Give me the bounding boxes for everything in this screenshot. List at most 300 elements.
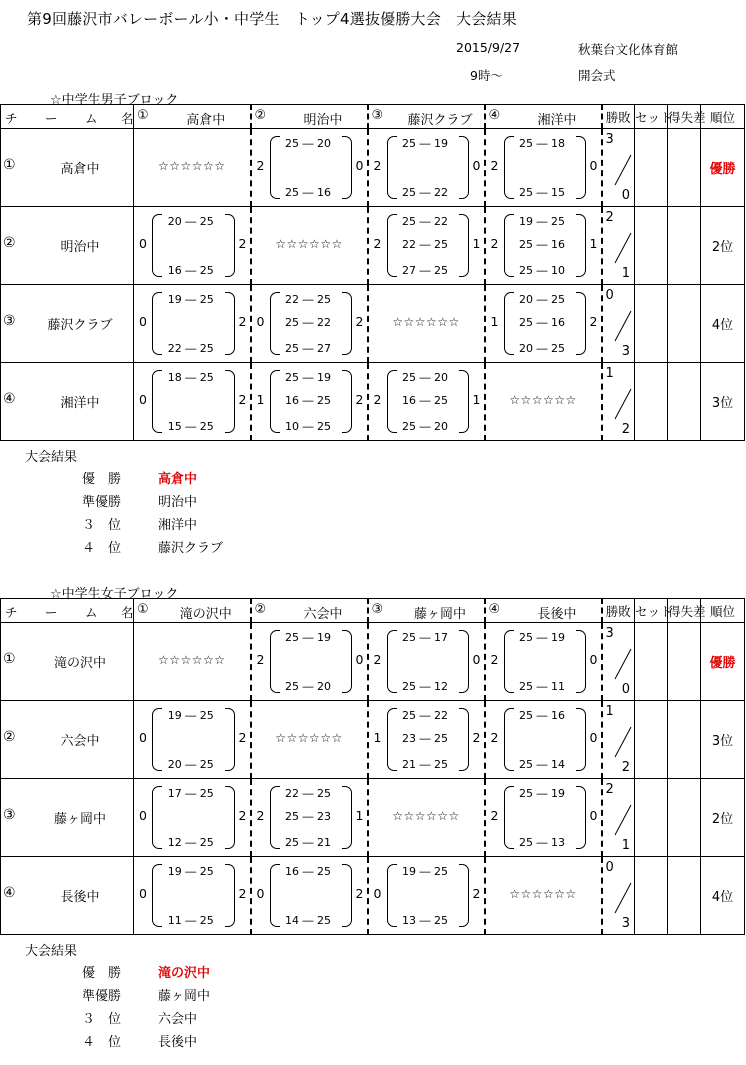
header-opponent-3 (368, 105, 485, 129)
header-opponent-name: 藤ヶ岡中 (413, 607, 466, 622)
self-match-cell (485, 857, 602, 935)
header-diff: 得失差 (668, 599, 701, 623)
header-opponent-name: 長後中 (537, 607, 577, 622)
place-label: 準優勝 (82, 495, 122, 510)
header-team-name (1, 599, 134, 623)
header-team-char: ー (45, 605, 58, 620)
header-opponent-name: 藤沢クラブ (407, 113, 473, 128)
sets-lost: 0 (589, 808, 598, 823)
sets-lost: 2 (355, 886, 364, 901)
table-row (1, 701, 745, 779)
header-opponent-1 (134, 105, 251, 129)
right-bracket (342, 370, 352, 433)
team-name: 湘洋中 (60, 396, 100, 411)
diff-cell (668, 779, 701, 857)
match-cell (134, 207, 251, 285)
sets-won: 2 (256, 652, 265, 667)
self-match-stars: ☆☆☆☆☆☆ (392, 315, 460, 329)
match-cell (251, 623, 368, 701)
self-match-stars: ☆☆☆☆☆☆ (509, 393, 577, 407)
wins-count: 0 (605, 860, 614, 875)
right-bracket (576, 136, 586, 199)
right-bracket (576, 630, 586, 693)
diff-cell (668, 857, 701, 935)
match-cell (485, 285, 602, 363)
losses-count: 1 (621, 838, 630, 853)
sets-won: 0 (256, 314, 265, 329)
set-cell (635, 857, 668, 935)
header-winloss: 勝敗 (602, 599, 635, 623)
place-label: ４ 位 (82, 541, 122, 556)
header-team-char: ム (85, 111, 98, 126)
winloss-cell (602, 779, 635, 857)
team-number: ② (3, 729, 16, 745)
rank-value: 優勝 (709, 162, 736, 177)
set-cell (635, 701, 668, 779)
sets-lost: 1 (355, 808, 364, 823)
sets-won: 1 (256, 392, 265, 407)
match-cell (485, 129, 602, 207)
sets-won: 0 (373, 886, 382, 901)
place-team: 滝の沢中 (158, 966, 211, 981)
match-cell (251, 285, 368, 363)
slash-divider (611, 799, 635, 839)
girls-block-label: ☆中学生女子ブロック (50, 587, 179, 602)
match-cell (485, 623, 602, 701)
right-bracket (342, 136, 352, 199)
event-venue: 秋葉台文化体育館 (578, 42, 679, 57)
rank-value: 優勝 (709, 656, 736, 671)
sets-lost: 2 (355, 314, 364, 329)
table-row (1, 285, 745, 363)
losses-count: 2 (621, 760, 630, 775)
girls-results-heading: 大会結果 (25, 944, 78, 959)
sets-won: 0 (139, 808, 147, 823)
set-score-1: 19 ― 25 (402, 865, 448, 878)
place-team: 明治中 (158, 495, 198, 510)
right-bracket (459, 136, 469, 199)
set-score-2: 22 ― 25 (402, 238, 448, 251)
right-bracket (225, 370, 235, 433)
right-bracket (459, 708, 469, 771)
set-score-3: 12 ― 25 (167, 836, 214, 849)
set-score-1: 20 ― 25 (519, 293, 565, 306)
table-row (1, 129, 745, 207)
match-cell (368, 623, 485, 701)
header-opponent-number: ① (137, 602, 149, 617)
header-opponent-3 (368, 599, 485, 623)
sets-lost: 2 (355, 392, 364, 407)
self-match-cell (368, 285, 485, 363)
match-cell (134, 779, 251, 857)
rank-cell (701, 129, 745, 207)
set-score-1: 25 ― 19 (402, 137, 448, 150)
set-score-1: 25 ― 22 (402, 709, 448, 722)
team-name: 明治中 (60, 240, 100, 255)
match-cell (368, 857, 485, 935)
sets-won: 2 (256, 158, 265, 173)
event-date: 2015/9/27 (456, 40, 521, 55)
slash-divider (611, 227, 635, 267)
rank-value: 2位 (711, 240, 734, 255)
right-bracket (459, 630, 469, 693)
match-cell (134, 857, 251, 935)
header-team-char: ー (45, 111, 58, 126)
self-match-cell (134, 129, 251, 207)
set-score-3: 15 ― 25 (167, 420, 214, 433)
self-match-stars: ☆☆☆☆☆☆ (275, 237, 343, 251)
sets-lost: 0 (589, 730, 598, 745)
sets-won: 2 (256, 808, 265, 823)
boys-results-heading: 大会結果 (25, 450, 78, 465)
slash-divider (611, 643, 635, 683)
sets-won: 0 (139, 314, 147, 329)
set-score-3: 25 ― 15 (519, 186, 565, 199)
header-team-char: チ (5, 111, 18, 126)
winloss-cell (602, 363, 635, 441)
self-match-stars: ☆☆☆☆☆☆ (392, 809, 460, 823)
winloss-cell (602, 207, 635, 285)
team-number: ① (3, 651, 16, 667)
self-match-stars: ☆☆☆☆☆☆ (157, 653, 226, 667)
place-team: 湘洋中 (158, 518, 198, 533)
set-score-1: 19 ― 25 (167, 865, 214, 878)
sets-won: 2 (373, 392, 382, 407)
sets-lost: 0 (472, 158, 481, 173)
sets-lost: 2 (238, 808, 247, 823)
team-name: 藤沢クラブ (47, 318, 113, 333)
match-cell (251, 129, 368, 207)
right-bracket (342, 786, 352, 849)
set-score-3: 20 ― 25 (167, 758, 214, 771)
header-winloss: 勝敗 (602, 105, 635, 129)
rank-cell (701, 285, 745, 363)
self-match-cell (251, 207, 368, 285)
self-match-cell (368, 779, 485, 857)
diff-cell (668, 207, 701, 285)
diff-cell (668, 129, 701, 207)
set-score-2: 25 ― 23 (285, 810, 331, 823)
sets-won: 2 (373, 652, 382, 667)
header-opponent-4 (485, 105, 602, 129)
place-label: 優 勝 (82, 966, 122, 981)
team-number: ② (3, 235, 16, 251)
set-score-1: 19 ― 25 (167, 709, 214, 722)
set-score-3: 22 ― 25 (167, 342, 214, 355)
set-score-1: 17 ― 25 (167, 787, 214, 800)
opening-ceremony: 開会式 (578, 68, 616, 83)
sets-lost: 2 (589, 314, 598, 329)
place-team: 高倉中 (158, 472, 198, 487)
header-opponent-number: ③ (371, 602, 384, 617)
match-cell (368, 207, 485, 285)
set-score-1: 25 ― 19 (285, 371, 331, 384)
rank-value: 2位 (711, 812, 734, 827)
sets-won: 2 (490, 730, 499, 745)
set-score-3: 20 ― 25 (519, 342, 565, 355)
header-team-name (1, 105, 134, 129)
set-score-1: 25 ― 18 (519, 137, 565, 150)
set-score-1: 25 ― 19 (519, 631, 565, 644)
team-name: 長後中 (60, 890, 100, 905)
losses-count: 0 (621, 188, 630, 203)
self-match-stars: ☆☆☆☆☆☆ (275, 731, 343, 745)
place-team: 藤沢クラブ (158, 541, 224, 556)
wins-count: 0 (605, 288, 614, 303)
set-score-3: 27 ― 25 (402, 264, 448, 277)
self-match-cell (134, 623, 251, 701)
match-cell (251, 363, 368, 441)
set-score-3: 25 ― 22 (402, 186, 448, 199)
rank-cell (701, 701, 745, 779)
table-row (1, 363, 745, 441)
header-opponent-number: ② (254, 108, 267, 123)
set-score-3: 16 ― 25 (167, 264, 214, 277)
team-number: ④ (3, 391, 16, 407)
losses-count: 3 (621, 916, 630, 931)
sets-lost: 2 (472, 886, 481, 901)
wins-count: 3 (605, 626, 614, 641)
place-label: 優 勝 (82, 472, 122, 487)
place-label: ３ 位 (82, 1012, 122, 1027)
sets-lost: 0 (589, 652, 598, 667)
set-cell (635, 207, 668, 285)
place-team: 長後中 (158, 1035, 198, 1050)
wins-count: 2 (605, 782, 614, 797)
set-score-1: 19 ― 25 (167, 293, 214, 306)
set-score-1: 25 ― 16 (519, 709, 565, 722)
set-score-3: 25 ― 21 (285, 836, 331, 849)
winloss-cell (602, 129, 635, 207)
slash-divider (611, 877, 635, 917)
winloss-cell (602, 701, 635, 779)
team-cell (1, 779, 134, 857)
right-bracket (576, 786, 586, 849)
right-bracket (342, 630, 352, 693)
match-cell (251, 779, 368, 857)
team-number: ③ (3, 807, 16, 823)
self-match-cell (485, 363, 602, 441)
team-number: ④ (3, 885, 16, 901)
header-set: セット (635, 599, 668, 623)
set-score-2: 16 ― 25 (402, 394, 448, 407)
match-cell (368, 363, 485, 441)
rank-cell (701, 207, 745, 285)
sets-lost: 1 (589, 236, 598, 251)
slash-divider (611, 721, 635, 761)
team-number: ① (3, 157, 16, 173)
sets-won: 0 (139, 392, 147, 407)
match-cell (134, 363, 251, 441)
match-cell (251, 857, 368, 935)
sets-won: 2 (490, 236, 499, 251)
right-bracket (225, 292, 235, 355)
sets-lost: 0 (472, 652, 481, 667)
team-cell (1, 857, 134, 935)
set-score-2: 25 ― 16 (519, 316, 565, 329)
sets-won: 2 (373, 158, 382, 173)
match-cell (134, 701, 251, 779)
losses-count: 3 (621, 344, 630, 359)
sets-lost: 2 (238, 314, 247, 329)
slash-divider (611, 149, 635, 189)
set-cell (635, 623, 668, 701)
place-label: ３ 位 (82, 518, 122, 533)
right-bracket (342, 864, 352, 927)
sets-won: 2 (490, 158, 499, 173)
set-score-1: 19 ― 25 (519, 215, 565, 228)
winloss-cell (602, 285, 635, 363)
set-score-3: 25 ― 14 (519, 758, 565, 771)
rank-cell (701, 779, 745, 857)
set-score-1: 25 ― 19 (285, 631, 331, 644)
set-score-1: 22 ― 25 (285, 293, 331, 306)
set-score-3: 11 ― 25 (167, 914, 214, 927)
sets-won: 2 (490, 652, 499, 667)
header-team-char: チ (5, 605, 18, 620)
rank-cell (701, 857, 745, 935)
sets-lost: 1 (472, 236, 481, 251)
set-score-3: 25 ― 11 (519, 680, 565, 693)
boys-results-table (0, 104, 745, 441)
sets-lost: 1 (472, 392, 481, 407)
sets-won: 1 (490, 314, 499, 329)
right-bracket (225, 708, 235, 771)
header-opponent-number: ④ (488, 602, 501, 617)
table-row (1, 779, 745, 857)
sets-lost: 0 (589, 158, 598, 173)
rank-cell (701, 623, 745, 701)
set-score-2: 25 ― 22 (285, 316, 331, 329)
wins-count: 1 (605, 704, 614, 719)
set-score-3: 25 ― 16 (285, 186, 331, 199)
sets-won: 0 (139, 886, 147, 901)
right-bracket (459, 370, 469, 433)
set-score-3: 10 ― 25 (285, 420, 331, 433)
right-bracket (225, 214, 235, 277)
sets-lost: 2 (238, 886, 247, 901)
right-bracket (576, 214, 586, 277)
wins-count: 2 (605, 210, 614, 225)
sets-lost: 0 (355, 652, 364, 667)
sets-won: 0 (139, 236, 147, 251)
team-number: ③ (3, 313, 16, 329)
header-opponent-number: ③ (371, 108, 384, 123)
diff-cell (668, 363, 701, 441)
wins-count: 1 (605, 366, 614, 381)
rank-cell (701, 363, 745, 441)
set-score-1: 25 ― 22 (402, 215, 448, 228)
slash-divider (611, 305, 635, 345)
header-set: セット (635, 105, 668, 129)
place-team: 藤ヶ岡中 (158, 989, 211, 1004)
match-cell (368, 129, 485, 207)
self-match-cell (251, 701, 368, 779)
header-opponent-number: ④ (488, 108, 501, 123)
header-opponent-name: 明治中 (303, 113, 343, 128)
set-cell (635, 129, 668, 207)
header-opponent-2 (251, 599, 368, 623)
team-name: 藤ヶ岡中 (53, 812, 106, 827)
header-rank: 順位 (701, 599, 745, 623)
set-score-1: 20 ― 25 (167, 215, 214, 228)
set-score-3: 25 ― 10 (519, 264, 565, 277)
sets-won: 1 (373, 730, 382, 745)
set-score-2: 23 ― 25 (402, 732, 448, 745)
sets-won: 2 (490, 808, 499, 823)
set-score-1: 25 ― 17 (402, 631, 448, 644)
set-score-1: 16 ― 25 (285, 865, 331, 878)
set-score-3: 21 ― 25 (402, 758, 448, 771)
header-opponent-name: 六会中 (303, 607, 343, 622)
match-cell (485, 779, 602, 857)
header-opponent-name: 湘洋中 (537, 113, 577, 128)
set-score-3: 14 ― 25 (285, 914, 331, 927)
team-cell (1, 129, 134, 207)
rank-value: 4位 (711, 890, 734, 905)
team-cell (1, 285, 134, 363)
rank-value: 4位 (711, 318, 734, 333)
set-score-3: 25 ― 13 (519, 836, 565, 849)
set-score-1: 18 ― 25 (167, 371, 214, 384)
self-match-stars: ☆☆☆☆☆☆ (157, 159, 226, 173)
sets-won: 0 (139, 730, 147, 745)
set-cell (635, 779, 668, 857)
diff-cell (668, 623, 701, 701)
right-bracket (576, 292, 586, 355)
header-diff: 得失差 (668, 105, 701, 129)
sets-won: 2 (373, 236, 382, 251)
right-bracket (342, 292, 352, 355)
sets-lost: 2 (238, 392, 247, 407)
header-opponent-1 (134, 599, 251, 623)
diff-cell (668, 285, 701, 363)
table-row (1, 623, 745, 701)
set-score-3: 13 ― 25 (402, 914, 448, 927)
set-score-1: 22 ― 25 (285, 787, 331, 800)
table-row (1, 857, 745, 935)
sets-lost: 0 (355, 158, 364, 173)
header-team-char: 名 (121, 605, 134, 620)
rank-value: 3位 (711, 396, 734, 411)
set-score-3: 25 ― 27 (285, 342, 331, 355)
boys-block-label: ☆中学生男子ブロック (50, 93, 179, 108)
losses-count: 0 (621, 682, 630, 697)
sets-lost: 2 (472, 730, 481, 745)
table-row (1, 207, 745, 285)
header-rank: 順位 (701, 105, 745, 129)
set-score-1: 25 ― 20 (285, 137, 331, 150)
right-bracket (225, 864, 235, 927)
right-bracket (459, 214, 469, 277)
match-cell (134, 285, 251, 363)
winloss-cell (602, 623, 635, 701)
set-score-3: 25 ― 12 (402, 680, 448, 693)
slash-divider (611, 383, 635, 423)
right-bracket (225, 786, 235, 849)
match-cell (485, 207, 602, 285)
header-opponent-name: 滝の沢中 (179, 607, 232, 622)
wins-count: 3 (605, 132, 614, 147)
header-opponent-number: ① (137, 108, 149, 123)
place-team: 六会中 (158, 1012, 198, 1027)
sets-won: 0 (256, 886, 265, 901)
diff-cell (668, 701, 701, 779)
match-cell (485, 701, 602, 779)
team-cell (1, 363, 134, 441)
self-match-stars: ☆☆☆☆☆☆ (509, 887, 577, 901)
set-score-1: 25 ― 19 (519, 787, 565, 800)
